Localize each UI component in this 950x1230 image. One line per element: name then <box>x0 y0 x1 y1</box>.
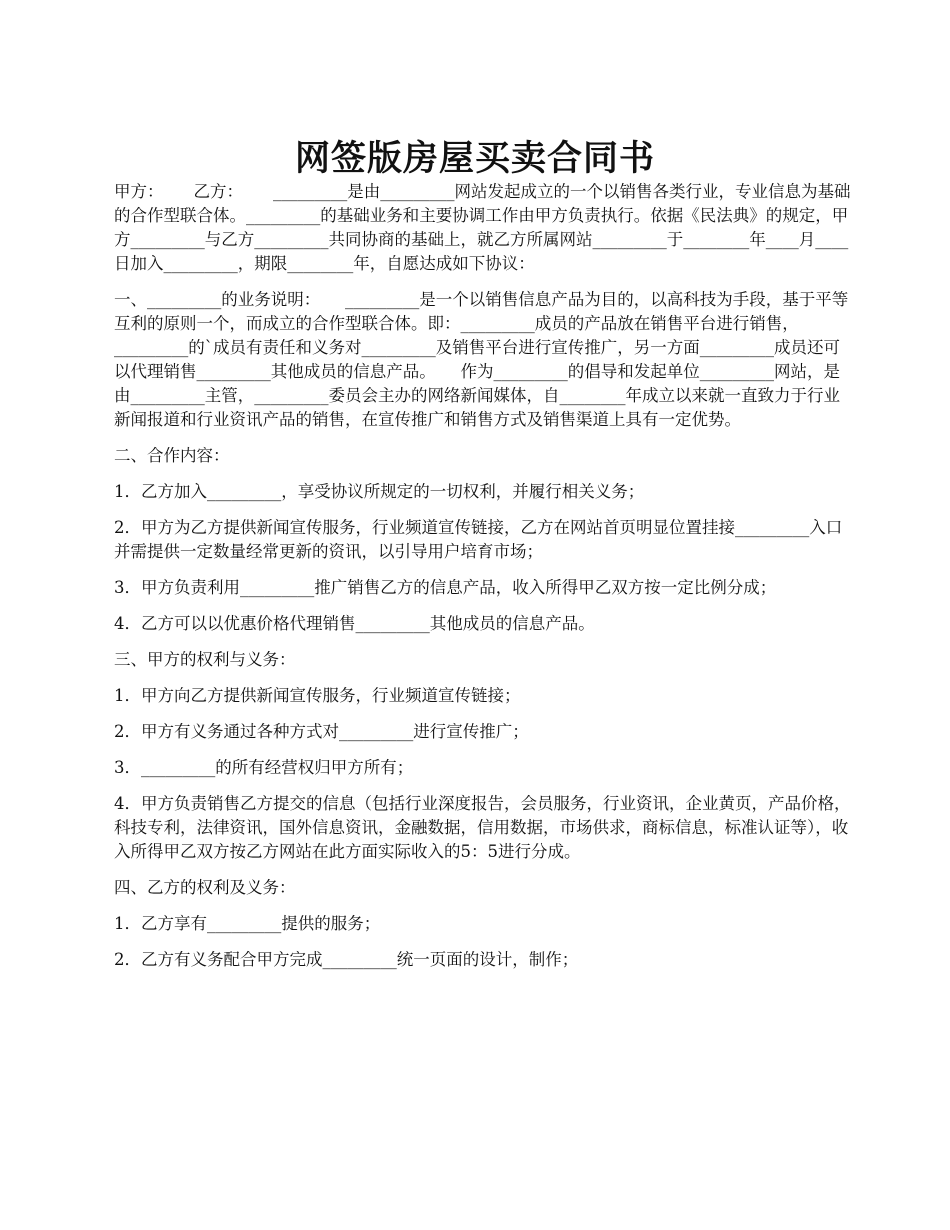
intro-paragraph: 甲方： 乙方： _________是由_________网站发起成立的一个以销售各类行业，专业信息为基础的合作型联合体。_________的基础业务和主要协调工作由甲方负责执行。依据《民法典》的规定，甲方_________与乙方_________共同协商的基础上，就乙方所属网站_________于________年____月____日加入_________，期限________年，自愿达成如下协议： <box>114 182 851 273</box>
document-body <box>114 180 854 984</box>
section-4-item-2: 2．乙方有义务配合甲方完成_________统一页面的设计，制作； <box>114 950 579 969</box>
section-2-item-1: 1．乙方加入_________，享受协议所规定的一切权利，并履行相关义务； <box>114 482 645 501</box>
section-3-item-1: 1．甲方向乙方提供新闻宣传服务，行业频道宣传链接； <box>114 686 521 705</box>
section-2-item-2: 2．甲方为乙方提供新闻宣传服务，行业频道宣传链接，乙方在网站首页明显位置挂接_________入口并需提供一定数量经常更新的资讯，以引导用户培育市场； <box>114 518 843 561</box>
section-4-heading: 四、乙方的权利及义务： <box>114 878 296 897</box>
section-3-item-2: 2．甲方有义务通过各种方式对_________进行宣传推广； <box>114 722 529 741</box>
section-2-item-4: 4．乙方可以以优惠价格代理销售_________其他成员的信息产品。 <box>114 614 595 633</box>
section-3-item-4: 4．甲方负责销售乙方提交的信息（包括行业深度报告，会员服务，行业资讯，企业黄页，产品价格，科技专利，法律资讯，国外信息资讯，金融数据，信用数据，市场供求，商标信息，标准认证等），收入所得甲乙双方按乙方网站在此方面实际收入的5：5进行分成。 <box>114 794 851 861</box>
section-1-paragraph: 一、_________的业务说明： _________是一个以销售信息产品为目的，以高科技为手段，基于平等互利的原则一个，而成立的合作型联合体。即：_________成员的产品放在销售平台进行销售，_________的`成员有责任和义务对_________及销售平台进行宣传推广，另一方面_________成员还可以代理销售_________其他成员的信息产品。 作为_________的倡导和发起单位_________网站，是由_________主管，_________委员会主办的网络新闻媒体，自________年成立以来就一直致力于行业新闻报道和行业资讯产品的销售，在宣传推广和销售方式及销售渠道上具有一定优势。 <box>114 290 849 429</box>
section-4-item-1: 1．乙方享有_________提供的服务； <box>114 914 381 933</box>
section-2-item-3: 3．甲方负责利用_________推广销售乙方的信息产品，收入所得甲乙双方按一定比例分成； <box>114 578 777 597</box>
section-3-item-3: 3．_________的所有经营权归甲方所有； <box>114 758 414 777</box>
document-title: 网签版房屋买卖合同书 <box>294 138 655 180</box>
section-2-heading: 二、合作内容： <box>114 446 230 465</box>
section-3-heading: 三、甲方的权利与义务： <box>114 650 296 669</box>
